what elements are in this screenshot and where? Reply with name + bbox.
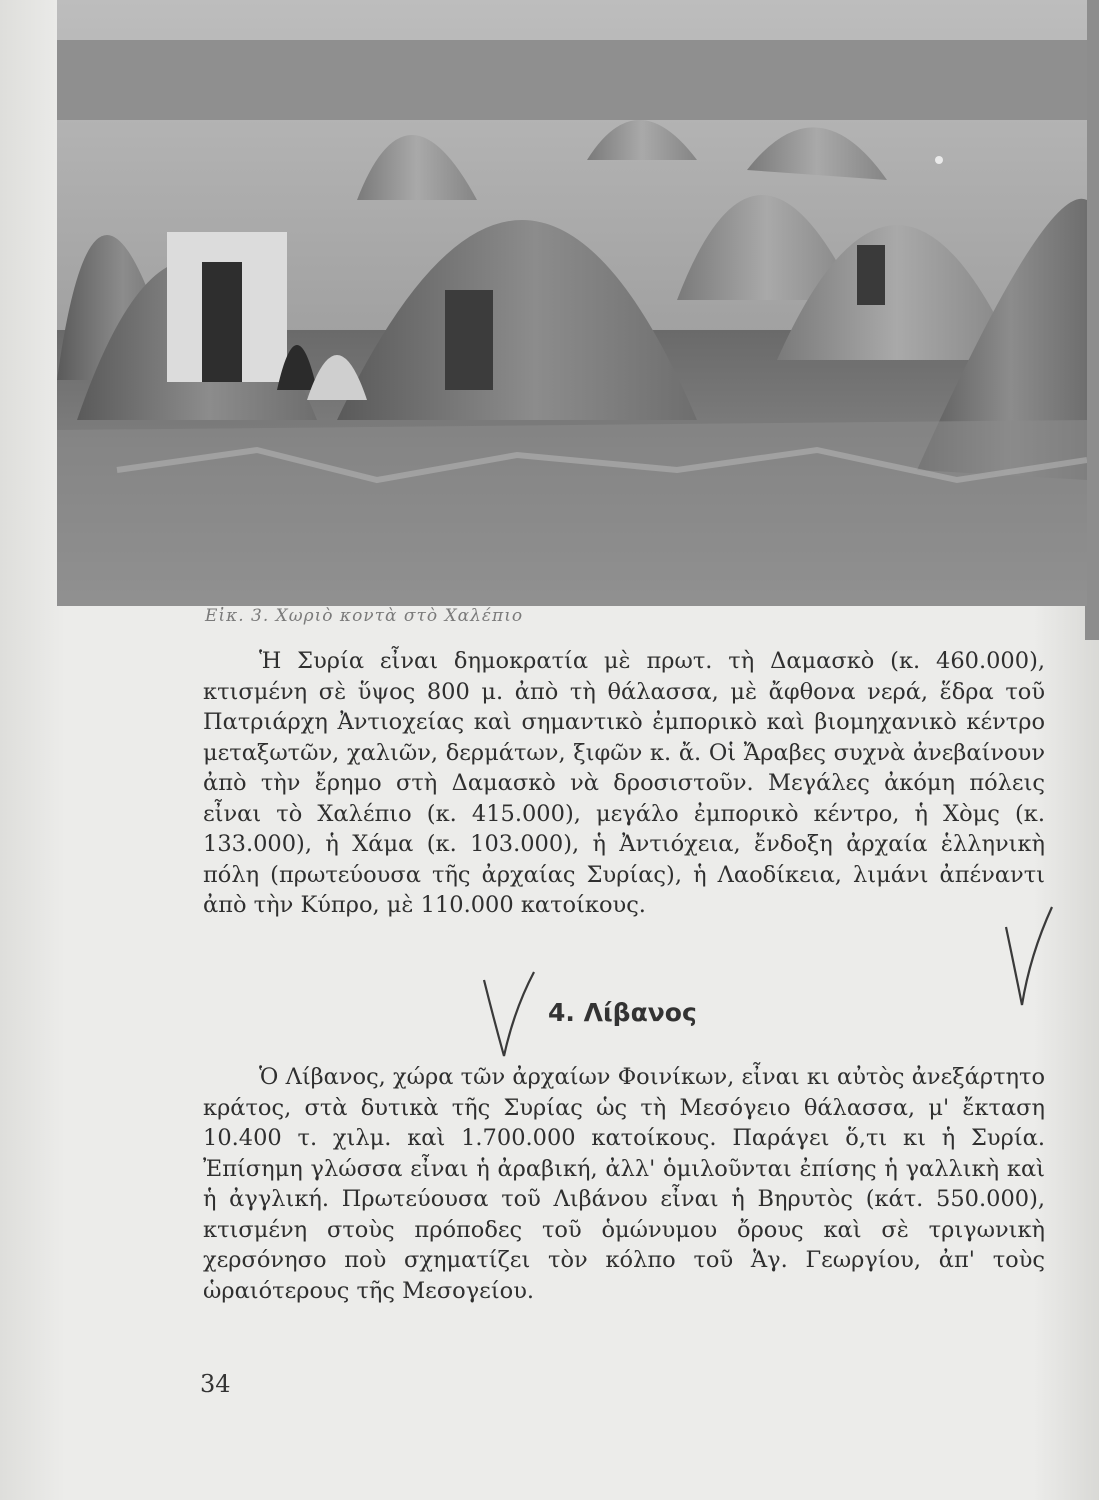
check-mark-icon xyxy=(1000,905,1060,1010)
paragraph-syria-text: Ἡ Συρία εἶναι δημοκρατία μὲ πρωτ. τὴ Δαμασκὸ (κ. 460.000), κτισμένη σὲ ὕψος 800 μ. ἀπὸ τὴ θάλασσα, μὲ ἄφθονα νερά, ἕδρα τοῦ Πατριάρχη Ἀντιοχείας καὶ σημαντικὸ ἐμπορικὸ καὶ βιομηχανικὸ κέντρο μεταξωτῶν, χαλιῶν, δερμάτων, ξιφῶν κ. ἄ. Οἱ Ἄραβες συχνὰ ἀνεβαίνουν ἀπὸ τὴν ἔρημο στὴ Δαμασκὸ νὰ δροσιστοῦν. Μεγάλες ἀκόμη πόλεις εἶναι τὸ Χαλέπιο (κ. 415.000), μεγάλο ἐμπορικὸ κέντρο, ἡ Χὸμς (κ. 133.000), ἡ Χάμα (κ. 103.000), ἡ Ἀντιόχεια, ἔνδοξη ἀρχαία ἑλληνικὴ πόλη (πρωτεύουσα τῆς ἀρχαίας Συρίας), ἡ Λαοδίκεια, λιμάνι ἀπέναντι ἀπὸ τὴν Κύπρο, μὲ 110.000 κατοίκους. xyxy=(203,648,1045,918)
paragraph-lebanon-text: Ὁ Λίβανος, χώρα τῶν ἀρχαίων Φοινίκων, εἶναι κι αὐτὸς ἀνεξάρτητο κράτος, στὰ δυτικὰ τῆς Συρίας ὡς τὴ Μεσόγειο θάλασσα, μ' ἔκταση 10.400 τ. χιλμ. καὶ 1.700.000 κατοίκους. Παράγει ὅ,τι κι ἡ Συρία. Ἐπίσημη γλώσσα εἶναι ἡ ἀραβική, ἀλλ' ὁμιλοῦνται ἐπίσης ἡ γαλλικὴ καὶ ἡ ἀγγλική. Πρωτεύουσα τοῦ Λιβάνου εἶναι ἡ Βηρυτὸς (κάτ. 550.000), κτισμένη στοὺς πρόποδες τοῦ ὁμώνυμου ὄρους καὶ σὲ τριγωνικὴ χερσόνησο ποὺ σχηματίζει τὸν κόλπο τοῦ Ἁγ. Γεωργίου, ἀπ' τοὺς ὡραιότερους τῆς Μεσογείου. xyxy=(203,1064,1045,1304)
paragraph-syria xyxy=(203,646,1045,921)
page-edge-shadow xyxy=(1085,0,1099,640)
section-heading: 4. Λίβανος xyxy=(548,998,697,1027)
paragraph-lebanon xyxy=(203,1062,1045,1306)
page-number: 34 xyxy=(200,1370,231,1398)
beehive-houses-illustration xyxy=(57,0,1087,606)
figure-caption: Εἰκ. 3. Χωριὸ κοντὰ στὸ Χαλέπιο xyxy=(205,606,524,626)
check-mark-icon xyxy=(478,970,540,1062)
village-photo xyxy=(57,0,1087,606)
